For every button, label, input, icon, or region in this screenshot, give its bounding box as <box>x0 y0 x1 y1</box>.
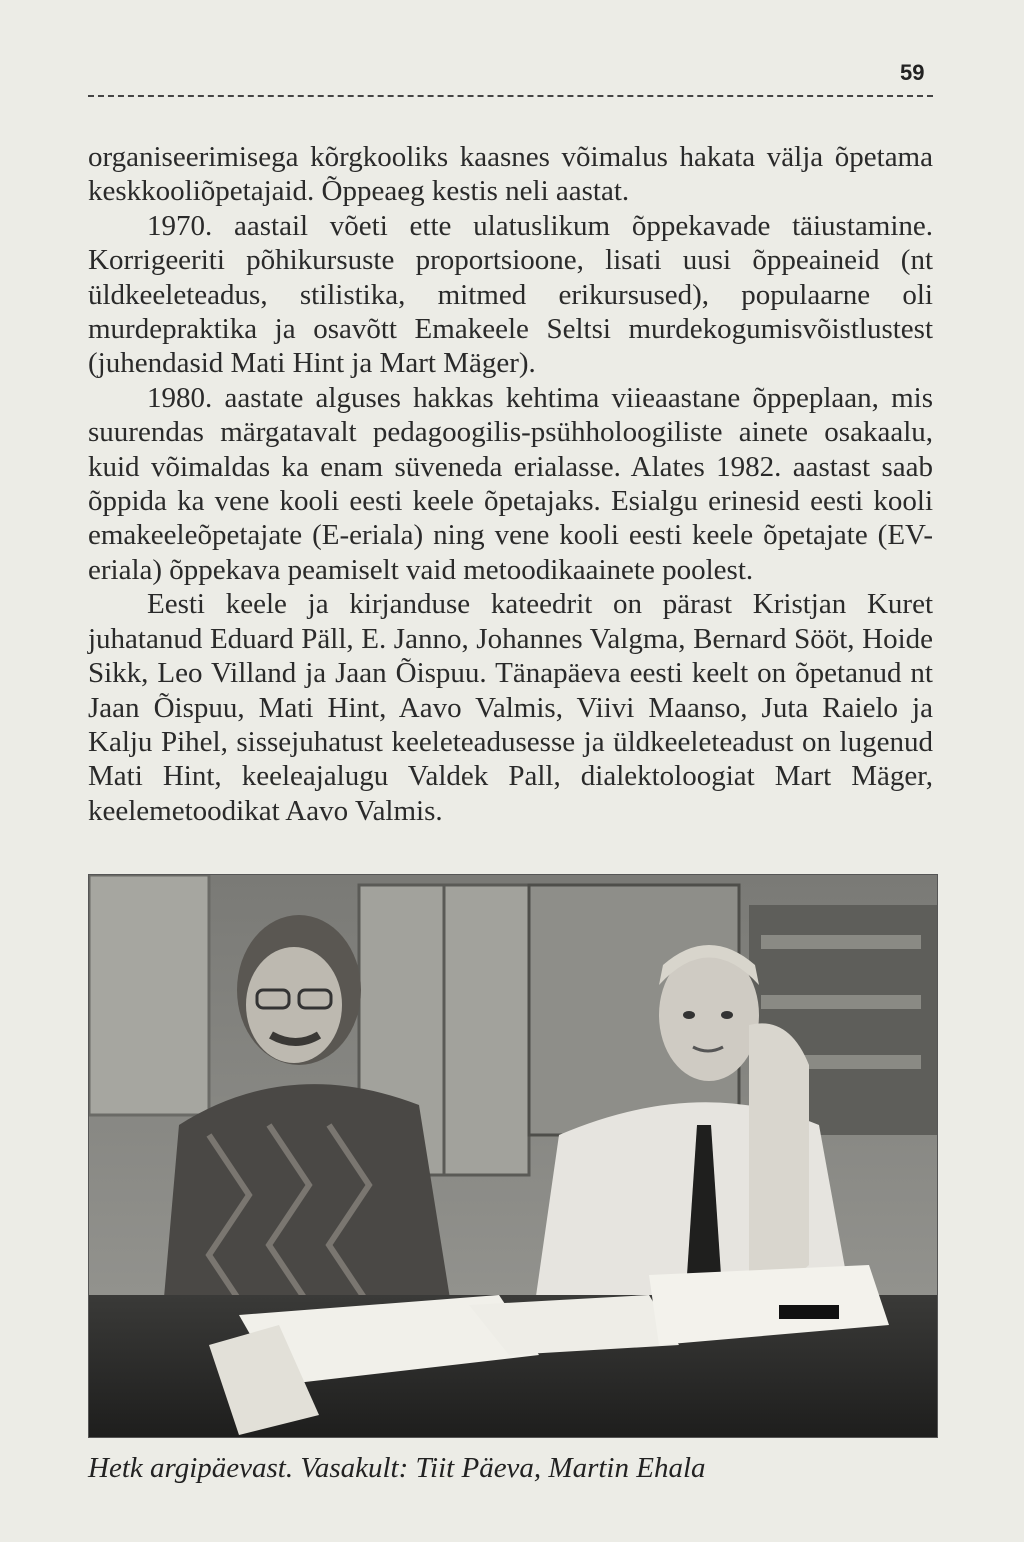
paragraph-1: organiseerimisega kõrgkooliks kaasnes võimalus hakata välja õpetama keskkooliõpetajaid. Õppeaeg kestis neli aastat. <box>88 141 933 208</box>
page-number: 59 <box>900 60 925 85</box>
paragraph-2: 1970. aastail võeti ette ulatuslikum õppekavade täiustamine. Korrigeeriti põhikursuste proportsioone, lisati uusi õppeaineid (nt üldkeeleteadus, stilistika, mitmed erikursused), populaarne oli murdepraktika ja osavõtt Emakeele Seltsi murdekogumisvõistlustest (juhendasid Mati Hint ja Mart Mäger). <box>88 209 933 380</box>
body-text <box>88 140 933 828</box>
paragraph-4: Eesti keele ja kirjanduse kateedrit on pärast Kristjan Kuret juhatanud Eduard Päll, E. Janno, Johannes Valgma, Bernard Sööt, Hoide Sikk, Leo Villand ja Jaan Õispuu. Tänapäeva eesti keelt on õpetanud nt Jaan Õispuu, Mati Hint, Aavo Valmis, Viivi Maanso, Juta Raielo ja Kalju Pihel, sissejuhatust keeleteadusesse ja üldkeeleteadust on lugenud Mati Hint, keeleajalugu Valdek Pall, dialektoloogiat Mart Mäger, keelemetoodikat Aavo Valmis. <box>88 588 933 827</box>
office-photo-illustration <box>89 875 937 1437</box>
photo-caption: Hetk argipäevast. Vasakult: Tiit Päeva, Martin Ehala <box>88 1452 706 1484</box>
paragraph-3: 1980. aastate alguses hakkas kehtima viieaastane õppeplaan, mis suurendas märgatavalt pedagoogilis-psühholoogiliste ainete osakaalu, kuid võimaldas ka enam süveneda erialasse. Alates 1982. aastast saab õppida ka vene kooli eesti keele õpetajaks. Esialgu erinesid eesti kooli emakeeleõpetajate (E-eriala) ning vene kooli eesti keele õpetajate (EV-eriala) õppekava peamiselt vaid metoodikaainete poolest. <box>88 381 933 586</box>
header-dashed-rule <box>88 95 933 97</box>
office-photo <box>88 874 938 1438</box>
